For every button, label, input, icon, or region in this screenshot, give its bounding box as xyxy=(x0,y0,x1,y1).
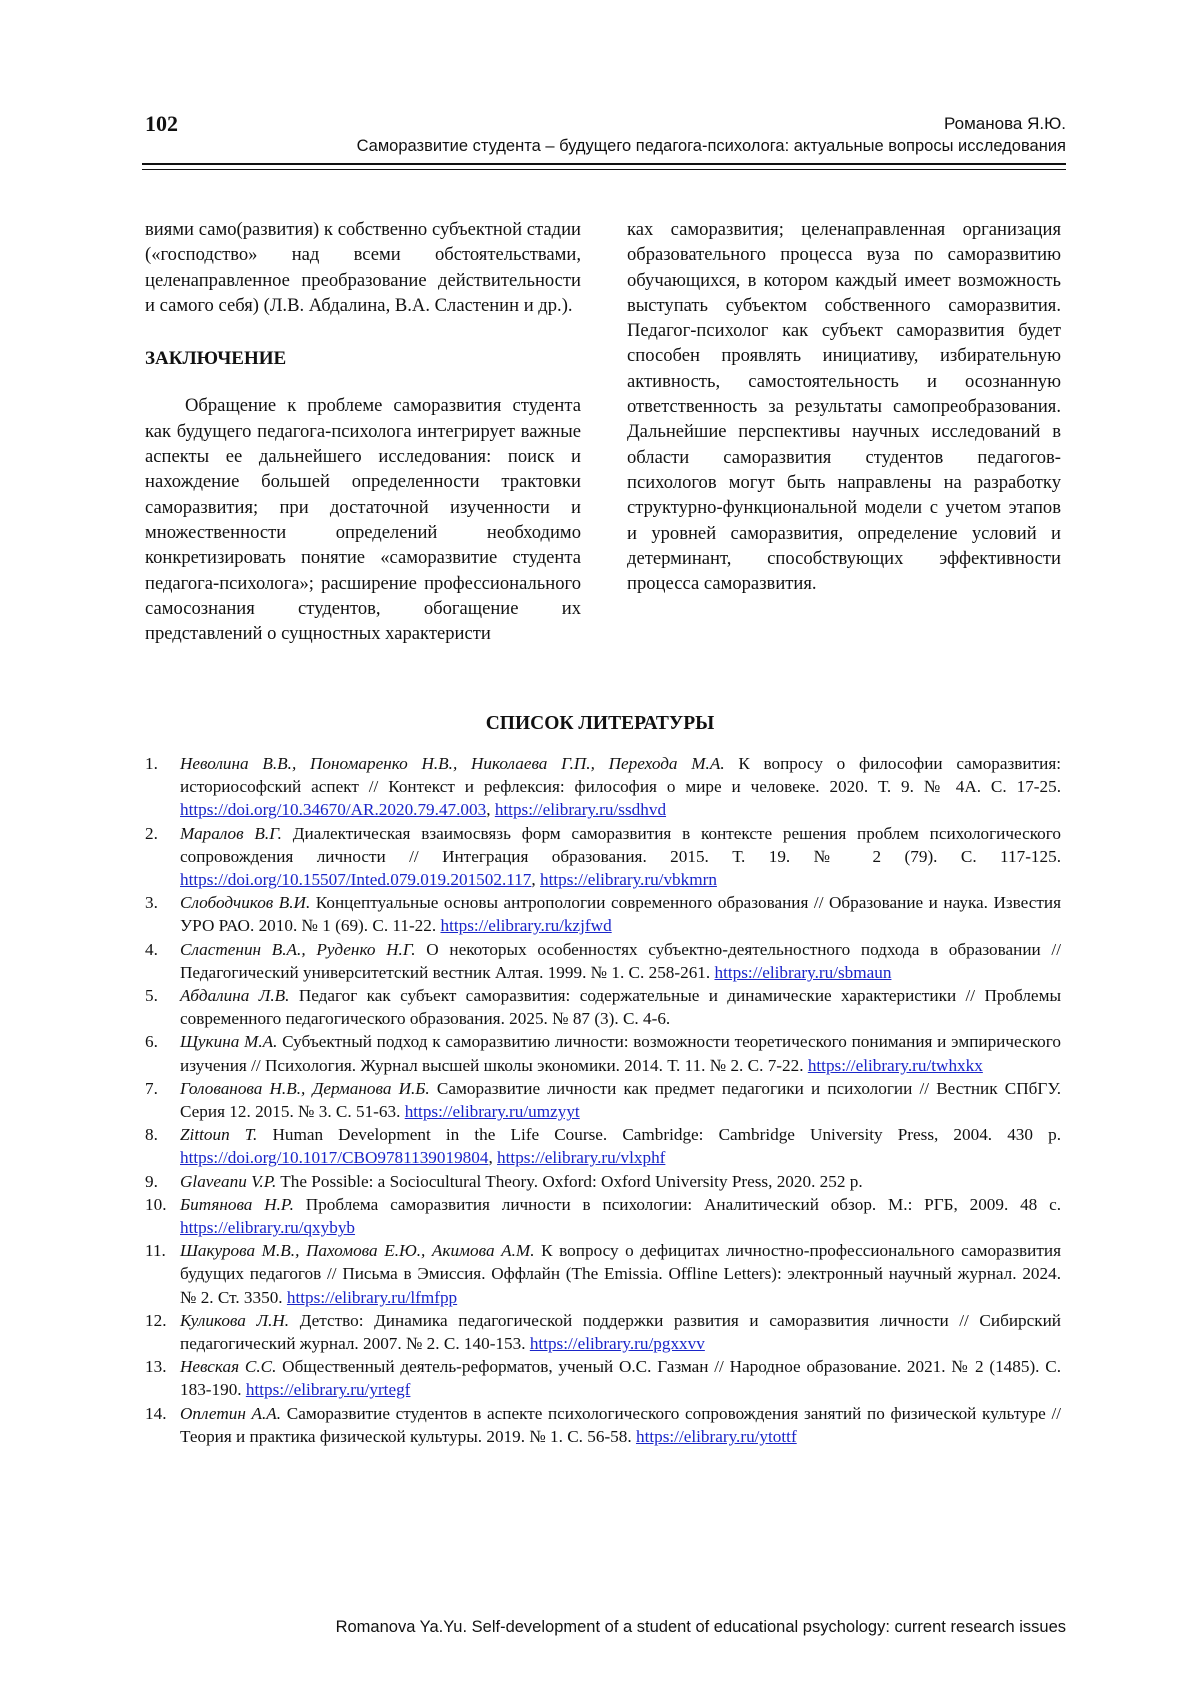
reference-number: 6. xyxy=(145,1032,158,1052)
reference-item xyxy=(145,822,1061,892)
reference-number: 2. xyxy=(145,823,158,843)
reference-number: 12. xyxy=(145,1310,167,1330)
reference-text: Субъектный подход к саморазвитию личности: возможности теоретического понимания и эмпирического изучения // Психология. Журнал высшей школы экономики. 2014. Т. 11. № 2. С. 7-22. xyxy=(180,1032,1061,1075)
reference-link[interactable]: https://elibrary.ru/vbkmrn xyxy=(539,870,717,890)
reference-item xyxy=(145,938,1061,984)
reference-link[interactable]: https://elibrary.ru/umzyyt xyxy=(404,1102,580,1122)
conclusion-paragraph-continued: ках саморазвития; целенаправленная организация образовательного процесса вуза по саморазвитию обучающихся, в котором каждый имеет возможность выступать субъектом собственного саморазвития. Педагог-психолог как субъект саморазвития будет способен проявлять инициативу, избирательную активность, самостоятельность и осознанную ответственность за результаты самопреобразования. Дальнейшие перспективы научных исследований в области саморазвития студентов педагогов-психологов могут быть направлены на разработку структурно-функциональной модели с учетом этапов и уровней саморазвития, определение условий и детерминант, способствующих эффективности процесса саморазвития. xyxy=(627,219,1061,595)
link-separator: , xyxy=(486,800,495,820)
reference-link[interactable]: https://doi.org/10.34670/AR.2020.79.47.003 xyxy=(180,800,487,820)
reference-link[interactable]: https://doi.org/10.1017/CBO9781139019804 xyxy=(180,1148,489,1168)
reference-number: 5. xyxy=(145,986,158,1006)
link-separator: , xyxy=(488,1148,498,1168)
reference-text: Общественный деятель-реформатов, ученый О.С. Газман // Народное образование. 2021. № 2 (1485). С. 183-190. xyxy=(180,1357,1062,1400)
reference-text: Саморазвитие личности как предмет педагогики и психологии // Вестник СПбГУ. Серия 12. 2015. № 3. С. 51-63. xyxy=(180,1078,1061,1122)
reference-number: 8. xyxy=(145,1125,158,1145)
reference-text: Human Development in the Life Course. Cambridge: Cambridge University Press, 2004. 430 p. xyxy=(257,1125,1061,1145)
reference-list xyxy=(145,752,1061,1448)
reference-authors: Неволина В.В., Пономаренко Н.В., Николаева Г.П., Перехода М.А. xyxy=(180,754,725,773)
reference-link[interactable]: https://elibrary.ru/qxybyb xyxy=(180,1218,356,1238)
reference-number: 1. xyxy=(145,754,158,773)
reference-authors: Голованова Н.В., Дерманова И.Б. xyxy=(180,1078,430,1098)
reference-authors: Абдалина Л.В. xyxy=(180,986,290,1006)
reference-item xyxy=(145,752,1061,822)
section-title-conclusion: ЗАКЛЮЧЕНИЕ xyxy=(145,348,287,370)
reference-authors: Слободчиков В.И. xyxy=(180,893,311,913)
reference-authors: Glaveanu V.P. xyxy=(180,1171,277,1191)
reference-authors: Невская С.С. xyxy=(180,1357,277,1377)
reference-authors: Оплетин А.А. xyxy=(180,1403,282,1423)
references-title: СПИСОК ЛИТЕРАТУРЫ xyxy=(485,713,715,734)
reference-item xyxy=(145,1239,1061,1309)
reference-item xyxy=(145,1193,1061,1239)
reference-number: 4. xyxy=(145,939,158,959)
reference-link[interactable]: https://elibrary.ru/ytottf xyxy=(635,1426,797,1446)
reference-item xyxy=(145,1170,1061,1193)
reference-item xyxy=(145,1030,1061,1076)
reference-link[interactable]: https://elibrary.ru/pgxxvv xyxy=(529,1334,705,1354)
reference-text: The Possible: a Sociocultural Theory. Oxford: Oxford University Press, 2020. 252 p. xyxy=(276,1171,863,1191)
reference-link[interactable]: https://elibrary.ru/lfmfpp xyxy=(286,1287,458,1307)
reference-number: 13. xyxy=(145,1357,167,1377)
reference-link[interactable]: https://elibrary.ru/ssdhvd xyxy=(494,800,667,820)
reference-number: 7. xyxy=(145,1078,158,1098)
reference-text: Концептуальные основы антропологии современного образования // Образование и наука. Известия УРО РАО. 2010. № 1 (69). С. 11-22. xyxy=(180,893,1061,936)
reference-authors: Шакурова М.В., Пахомова Е.Ю., Акимова А.М. xyxy=(180,1241,535,1261)
reference-number: 14. xyxy=(145,1403,167,1423)
reference-number: 9. xyxy=(145,1171,158,1191)
header-rule-thick xyxy=(142,163,1066,165)
reference-number: 3. xyxy=(145,893,158,913)
reference-item xyxy=(145,1402,1061,1448)
reference-link[interactable]: https://elibrary.ru/vlxphf xyxy=(497,1148,666,1168)
running-author: Романова Я.Ю. xyxy=(944,114,1066,133)
reference-number: 10. xyxy=(145,1194,167,1214)
reference-item xyxy=(145,891,1061,937)
header-rule-thin xyxy=(142,169,1066,170)
reference-authors: Zittoun T. xyxy=(180,1125,258,1145)
reference-item xyxy=(145,1077,1061,1123)
reference-authors: Щукина М.А. xyxy=(180,1032,278,1052)
reference-text: О некоторых особенностях субъектно-деятельностного подхода в образовании // Педагогический университетский вестник Алтая. 1999. № 1. С. 258-261. xyxy=(180,939,1061,982)
reference-item xyxy=(145,984,1061,1030)
reference-authors: Куликова Л.Н. xyxy=(180,1310,290,1330)
footer-title: Romanova Ya.Yu. Self-development of a student of educational psychology: current research issues xyxy=(335,1618,1066,1636)
reference-text: Детство: Динамика педагогической поддержки развития и саморазвития личности // Сибирский педагогический журнал. 2007. № 2. С. 140-153. xyxy=(180,1310,1061,1354)
conclusion-paragraph: Обращение к проблеме саморазвития студента как будущего педагога-психолога интегрирует важные аспекты ее дальнейшего исследования: поиск и нахождение большей определенности трактовки саморазвития; при достаточной изученности и множественности определений необходимо конкретизировать понятие «саморазвитие студента педагога-психолога»; расширение профессионального самосознания студентов, обогащение их представлений о сущностных характеристи xyxy=(145,395,581,645)
reference-link[interactable]: https://doi.org/10.15507/Inted.079.019.201502.117 xyxy=(180,870,532,890)
left-column xyxy=(145,217,581,646)
page-number: 102 xyxy=(145,111,178,136)
link-separator: , xyxy=(531,870,540,890)
reference-text: К вопросу о философии саморазвития: историософский аспект // Контекст и рефлексия: философия о мире и человеке. 2020. Т. 9. № 4А. С. 17-25. xyxy=(180,754,1061,797)
reference-item xyxy=(145,1355,1061,1401)
reference-link[interactable]: https://elibrary.ru/sbmaun xyxy=(714,962,892,982)
reference-authors: Сластенин В.А., Руденко Н.Г. xyxy=(180,939,416,959)
running-title: Саморазвитие студента – будущего педагога-психолога: актуальные вопросы исследования xyxy=(356,137,1066,155)
reference-link[interactable]: https://elibrary.ru/kzjfwd xyxy=(440,916,612,936)
reference-text: Диалектическая взаимосвязь форм саморазвития в контексте решения проблем психологического сопровождения личности // Интеграция образования. 2015. Т. 19. № 2 (79). С. 117-125. xyxy=(180,823,1061,866)
reference-text: Педагог как субъект саморазвития: содержательные и динамические характеристики // Проблемы современного педагогического образования. 2025. № 87 (3). С. 4-6. xyxy=(180,986,1061,1029)
reference-authors: Битянова Н.Р. xyxy=(180,1194,294,1214)
reference-item xyxy=(145,1123,1061,1169)
reference-link[interactable]: https://elibrary.ru/yrtegf xyxy=(245,1380,411,1400)
reference-authors: Маралов В.Г. xyxy=(180,823,282,843)
reference-text: К вопросу о дефицитах личностно-профессионального саморазвития будущих педагогов // Письма в Эмиссия. Оффлайн (The Emissia. Offline Letters): электронный научный журнал. 2024. № 2. Ст. 3350. xyxy=(180,1241,1061,1307)
reference-number: 11. xyxy=(145,1241,166,1261)
reference-text: Саморазвитие студентов в аспекте психологического сопровождения занятий по физической культуре // Теория и практика физической культуры. 2019. № 1. С. 56-58. xyxy=(180,1403,1062,1446)
reference-item xyxy=(145,1309,1061,1355)
continued-paragraph: виями само(развития) к собственно субъектной стадии («господство» над всеми обстоятельствами, целенаправленное преобразование действительности и самого себя) (Л.В. Абдалина, В.А. Сластенин и др.). xyxy=(145,219,581,316)
reference-text: Проблема саморазвития личности в психологии: Аналитический обзор. М.: РГБ, 2009. 48 с. xyxy=(293,1194,1061,1214)
reference-link[interactable]: https://elibrary.ru/twhxkx xyxy=(807,1055,983,1075)
right-column xyxy=(627,217,1061,596)
